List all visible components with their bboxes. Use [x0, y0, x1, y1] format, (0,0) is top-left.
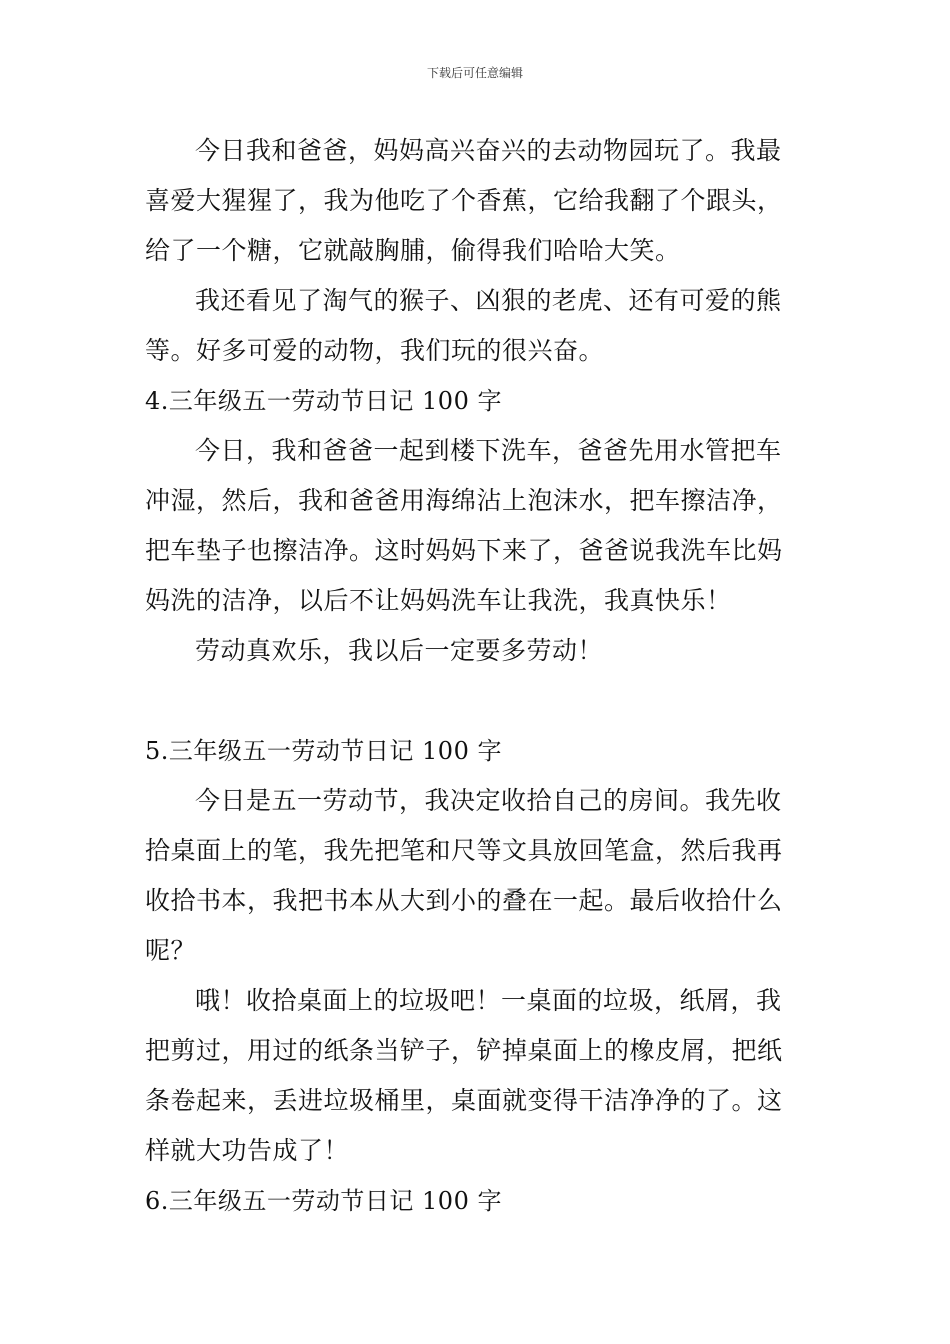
- text-line: 拾桌面上的笔，我先把笔和尺等文具放回笔盒，然后我再: [145, 836, 783, 865]
- text-line: 哦！收拾桌面上的垃圾吧！一桌面的垃圾，纸屑，我: [195, 986, 782, 1015]
- text-line: 我还看见了淘气的猴子、凶狠的老虎、还有可爱的熊: [195, 286, 782, 315]
- section-heading: 6.三年级五一劳动节日记 100 字: [145, 1187, 502, 1215]
- text-line: 把车垫子也擦洁净。这时妈妈下来了，爸爸说我洗车比妈: [145, 536, 783, 565]
- text-line: 样就大功告成了！: [145, 1136, 350, 1165]
- text-line: 给了一个糖，它就敲胸脯，偷得我们哈哈大笑。: [145, 236, 681, 265]
- section-heading: 5.三年级五一劳动节日记 100 字: [145, 737, 502, 765]
- text-line: 妈洗的洁净，以后不让妈妈洗车让我洗，我真快乐！: [145, 586, 732, 615]
- text-line: 喜爱大猩猩了，我为他吃了个香蕉，它给我翻了个跟头，: [145, 186, 783, 215]
- text-line: 今日，我和爸爸一起到楼下洗车，爸爸先用水管把车: [195, 436, 782, 465]
- text-line: 把剪过，用过的纸条当铲子，铲掉桌面上的橡皮屑，把纸: [145, 1036, 783, 1065]
- header-note: 下载后可任意编辑: [426, 66, 523, 80]
- section-heading: 4.三年级五一劳动节日记 100 字: [145, 387, 502, 415]
- document-body: [145, 126, 810, 1226]
- text-line: 等。好多可爱的动物，我们玩的很兴奋。: [145, 336, 605, 365]
- text-line: 条卷起来，丢进垃圾桶里，桌面就变得干洁净净的了。这: [145, 1086, 783, 1115]
- text-line: 今日是五一劳动节，我决定收拾自己的房间。我先收: [195, 786, 782, 815]
- text-line: 劳动真欢乐，我以后一定要多劳动！: [195, 636, 604, 665]
- text-line: 今日我和爸爸，妈妈高兴奋兴的去动物园玩了。我最: [195, 136, 782, 165]
- text-line: 冲湿，然后，我和爸爸用海绵沾上泡沫水，把车擦洁净，: [145, 486, 783, 515]
- text-line: 呢？: [145, 936, 197, 965]
- text-line: 收拾书本，我把书本从大到小的叠在一起。最后收拾什么: [145, 886, 783, 915]
- blank-line: [145, 676, 810, 726]
